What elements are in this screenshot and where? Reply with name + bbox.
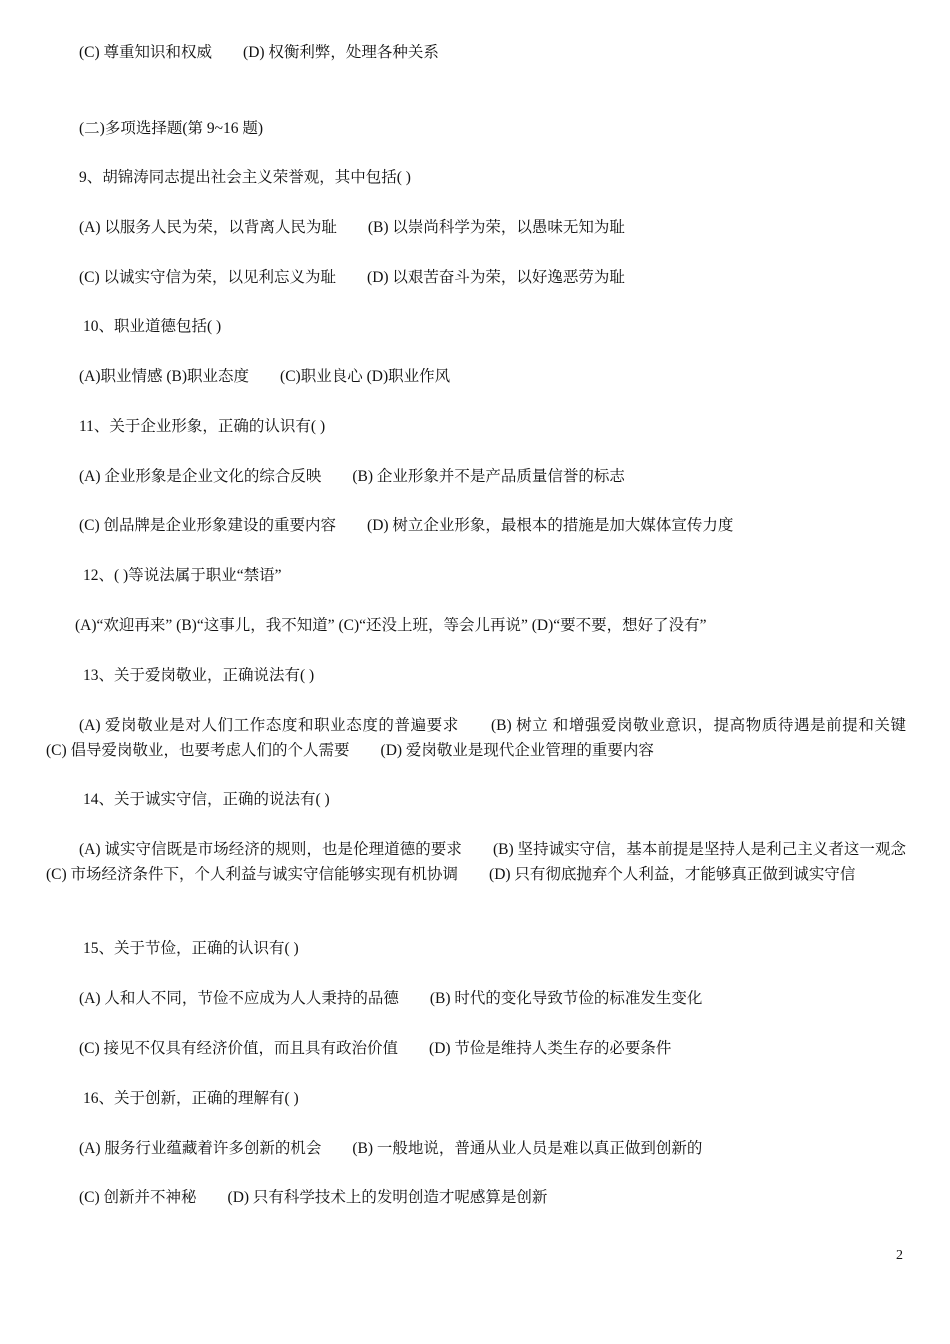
q15-options-cd: (C) 接见不仅具有经济价值，而且具有政治价值 (D) 节俭是维持人类生存的必要条件 bbox=[79, 1040, 672, 1057]
q15-options-ab: (A) 人和人不同，节俭不应成为人人秉持的品德 (B) 时代的变化导致节俭的标准发生变化 bbox=[79, 990, 703, 1007]
q16-options-ab: (A) 服务行业蕴藏着许多创新的机会 (B) 一般地说，普通从业人员是难以真正做到创新的 bbox=[79, 1140, 703, 1157]
q14-options: (A) 诚实守信既是市场经济的规则，也是伦理道德的要求 (B) 坚持诚实守信，基本前提是坚持人是利己主义者这一观念 (C) 市场经济条件下，个人利益与诚实守信能够实现有机协调 (D) 只有彻底抛弃个人利益，才能够真正做到诚实守信 bbox=[46, 841, 938, 883]
q9-stem: 9、胡锦涛同志提出社会主义荣誉观，其中包括( ) bbox=[79, 169, 411, 186]
q10-stem: 10、职业道德包括( ) bbox=[83, 318, 222, 335]
q11-options-cd: (C) 创品牌是企业形象建设的重要内容 (D) 树立企业形象，最根本的措施是加大媒体宣传力度 bbox=[79, 517, 734, 534]
q16-options-cd: (C) 创新并不神秘 (D) 只有科学技术上的发明创造才呢感算是创新 bbox=[79, 1189, 548, 1206]
q9-options-cd: (C) 以诚实守信为荣，以见利忘义为耻 (D) 以艰苦奋斗为荣，以好逸恶劳为耻 bbox=[79, 269, 625, 286]
q12-stem: 12、( )等说法属于职业“禁语” bbox=[83, 567, 282, 584]
page-number: 2 bbox=[896, 1248, 903, 1263]
q13-stem: 13、关于爱岗敬业，正确说法有( ) bbox=[83, 667, 315, 684]
q11-stem: 11、关于企业形象，正确的认识有( ) bbox=[79, 418, 326, 435]
q14-stem: 14、关于诚实守信，正确的说法有( ) bbox=[83, 791, 330, 808]
q15-stem: 15、关于节俭，正确的认识有( ) bbox=[83, 940, 299, 957]
q8-options-cd: (C) 尊重知识和权威 (D) 权衡利弊，处理各种关系 bbox=[79, 44, 439, 61]
q11-options-ab: (A) 企业形象是企业文化的综合反映 (B) 企业形象并不是产品质量信誉的标志 bbox=[79, 468, 625, 485]
q10-options: (A)职业情感 (B)职业态度 (C)职业良心 (D)职业作风 bbox=[79, 368, 451, 385]
q16-stem: 16、关于创新，正确的理解有( ) bbox=[83, 1090, 299, 1107]
q13-options: (A) 爱岗敬业是对人们工作态度和职业态度的普遍要求 (B) 树立 和增强爱岗敬业意识，提高物质待遇是前提和关键 (C) 倡导爱岗敬业，也要考虑人们的个人需要 (D) 爱岗敬业是现代企业管理的重要内容 bbox=[46, 717, 938, 759]
section-heading: (二)多项选择题(第 9~16 题) bbox=[79, 120, 264, 137]
q9-options-ab: (A) 以服务人民为荣，以背离人民为耻 (B) 以崇尚科学为荣，以愚味无知为耻 bbox=[79, 219, 625, 236]
q12-options: (A)“欢迎再来” (B)“这事儿，我不知道” (C)“还没上班，等会儿再说” (D)“要不要，想好了没有” bbox=[75, 617, 707, 634]
